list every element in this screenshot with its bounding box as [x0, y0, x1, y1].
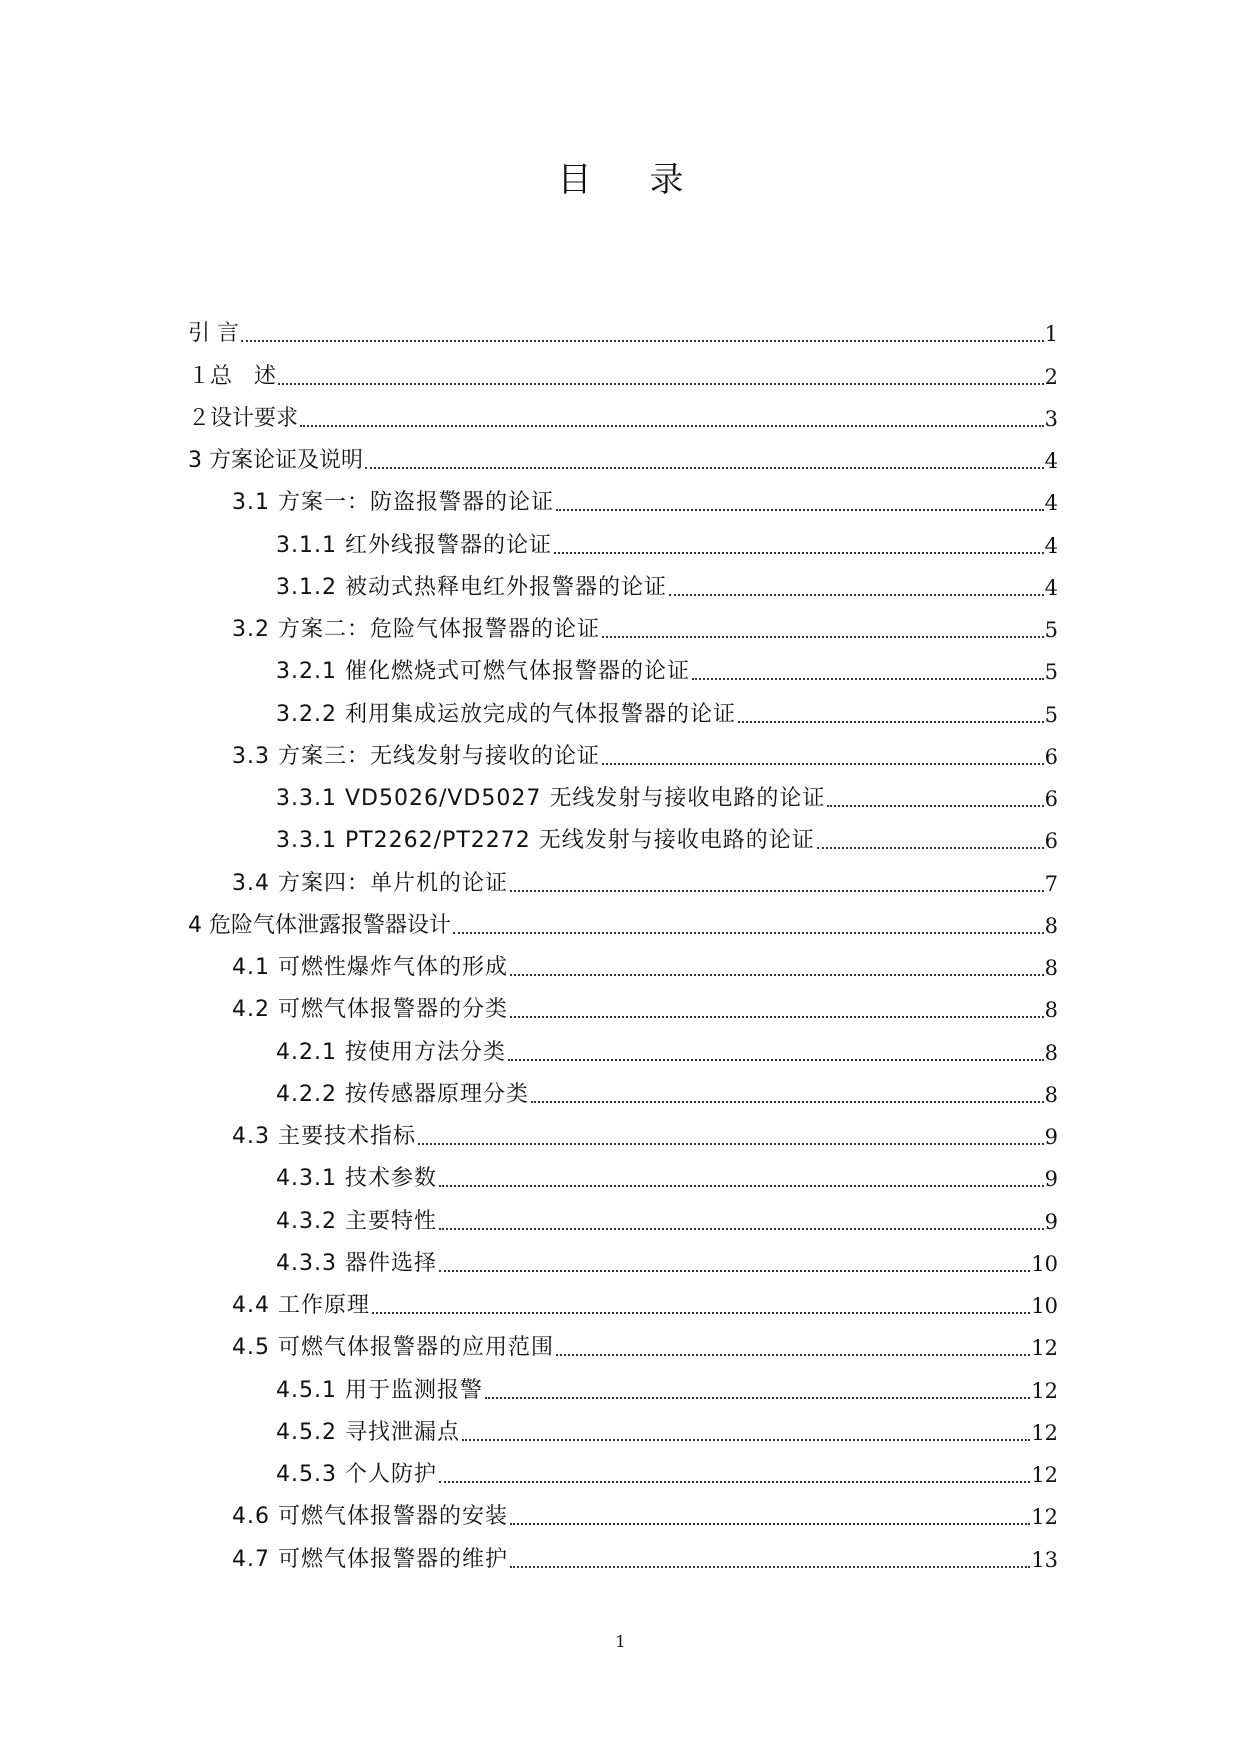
toc-entry-page: 6 — [1044, 744, 1058, 769]
toc-leader-dots — [300, 425, 1044, 427]
toc-entry-page: 12 — [1031, 1463, 1058, 1487]
toc-leader-dots — [485, 1397, 1030, 1399]
toc-entry-page: 4 — [1044, 491, 1058, 516]
toc-entry[interactable] — [188, 685, 1058, 727]
toc-entry-page: 4 — [1044, 575, 1058, 600]
toc-leader-dots — [738, 721, 1044, 723]
toc-entry-label: ２设计要求 — [188, 405, 299, 431]
toc-entry[interactable] — [188, 432, 1058, 474]
toc-entry-label: 引 言 — [188, 321, 239, 347]
toc-entry-label: 3.2 方案二：危险气体报警器的论证 — [232, 617, 600, 642]
toc-entry[interactable] — [188, 1319, 1058, 1361]
toc-entry-page: 10 — [1031, 1251, 1058, 1276]
toc-entry[interactable] — [188, 812, 1058, 854]
toc-entry[interactable] — [188, 854, 1058, 896]
toc-entry-label: 4.3.2 主要特性 — [276, 1208, 437, 1234]
toc-entry-label: 4.5.2 寻找泄漏点 — [276, 1419, 460, 1445]
toc-leader-dots — [453, 932, 1044, 934]
toc-leader-dots — [669, 594, 1044, 596]
toc-entry-page: 9 — [1044, 1167, 1058, 1192]
toc-entry-label: 3 方案论证及说明 — [188, 448, 363, 473]
toc-entry-page: 3 — [1044, 406, 1058, 431]
toc-leader-dots — [531, 1101, 1044, 1103]
toc-entry-label: 4.2.1 按使用方法分类 — [276, 1039, 506, 1065]
toc-entry-page: 12 — [1031, 1378, 1058, 1403]
toc-entry[interactable] — [188, 1108, 1058, 1150]
toc-entry-page: 8 — [1044, 956, 1058, 980]
toc-entry-page: 4 — [1044, 449, 1058, 473]
toc-entry[interactable] — [188, 643, 1058, 685]
toc-entry-page: 13 — [1031, 1547, 1058, 1572]
toc-leader-dots — [241, 340, 1044, 342]
toc-entry-label: 3.2.1 催化燃烧式可燃气体报警器的论证 — [276, 659, 690, 685]
toc-entry-label: 4.7 可燃气体报警器的维护 — [232, 1546, 508, 1572]
toc-entry-label: 4.2 可燃气体报警器的分类 — [232, 997, 508, 1023]
toc-entry[interactable] — [188, 1235, 1058, 1277]
toc-entry-page: 8 — [1044, 1040, 1058, 1065]
toc-entry[interactable] — [188, 1150, 1058, 1192]
toc-entry[interactable] — [188, 770, 1058, 812]
toc-entry-label: 3.2.2 利用集成运放完成的气体报警器的论证 — [276, 701, 736, 727]
toc-entry[interactable] — [188, 474, 1058, 516]
toc-entry[interactable] — [188, 559, 1058, 601]
toc-leader-dots — [508, 1059, 1044, 1061]
toc-entry-page: 5 — [1044, 660, 1058, 685]
toc-entry-label: 4.3 主要技术指标 — [232, 1124, 416, 1149]
toc-leader-dots — [418, 1143, 1044, 1145]
toc-leader-dots — [510, 1566, 1030, 1568]
toc-entry-label: 4.1 可燃性爆炸气体的形成 — [232, 955, 508, 980]
toc-entry[interactable] — [188, 1404, 1058, 1446]
toc-leader-dots — [556, 509, 1044, 511]
toc-entry-page: 5 — [1044, 702, 1058, 727]
toc-leader-dots — [510, 1523, 1030, 1525]
toc-entry-page: 4 — [1044, 533, 1058, 558]
toc-entry[interactable] — [188, 1023, 1058, 1065]
toc-leader-dots — [462, 1439, 1030, 1441]
toc-entry-label: １总 述 — [188, 363, 277, 389]
toc-entry-label: 4.4 工作原理 — [232, 1293, 370, 1318]
toc-entry-label: 3.4 方案四：单片机的论证 — [232, 870, 508, 896]
toc-entry-page: 1 — [1044, 322, 1058, 347]
toc-entry-label: 3.1.1 红外线报警器的论证 — [276, 532, 552, 558]
toc-entry-label: 3.1.2 被动式热释电红外报警器的论证 — [276, 574, 667, 600]
toc-leader-dots — [692, 678, 1044, 680]
toc-entry[interactable] — [188, 981, 1058, 1023]
toc-entry[interactable] — [188, 347, 1058, 389]
toc-entry-page: 2 — [1044, 364, 1058, 389]
table-of-contents — [188, 305, 1058, 1573]
toc-leader-dots — [827, 805, 1043, 807]
toc-entry[interactable] — [188, 939, 1058, 981]
toc-entry[interactable] — [188, 390, 1058, 432]
toc-entry-label: 4.3.3 器件选择 — [276, 1250, 437, 1276]
toc-leader-dots — [556, 1354, 1030, 1356]
toc-entry-page: 10 — [1031, 1294, 1058, 1318]
toc-entry-page: 12 — [1031, 1336, 1058, 1361]
toc-entry[interactable] — [188, 897, 1058, 939]
toc-leader-dots — [439, 1481, 1030, 1483]
page-number: 1 — [615, 1632, 626, 1651]
toc-entry-page: 12 — [1031, 1505, 1058, 1530]
toc-leader-dots — [439, 1228, 1044, 1230]
toc-entry-label: 3.3 方案三：无线发射与接收的论证 — [232, 743, 600, 769]
toc-leader-dots — [602, 763, 1044, 765]
toc-leader-dots — [554, 552, 1044, 554]
toc-leader-dots — [510, 974, 1044, 976]
toc-leader-dots — [439, 1270, 1030, 1272]
toc-entry-page: 9 — [1044, 1125, 1058, 1149]
toc-entry-label: 4.2.2 按传感器原理分类 — [276, 1081, 529, 1107]
toc-entry[interactable] — [188, 1277, 1058, 1319]
toc-entry-page: 6 — [1044, 829, 1058, 854]
toc-entry-page: 8 — [1044, 998, 1058, 1023]
toc-leader-dots — [510, 890, 1044, 892]
toc-entry-page: 5 — [1044, 618, 1058, 642]
toc-entry[interactable] — [188, 516, 1058, 558]
toc-leader-dots — [817, 847, 1044, 849]
toc-leader-dots — [365, 467, 1044, 469]
toc-leader-dots — [278, 383, 1044, 385]
toc-leader-dots — [372, 1312, 1030, 1314]
toc-entry-label: 4.6 可燃气体报警器的安装 — [232, 1504, 508, 1530]
toc-entry-page: 9 — [1044, 1209, 1058, 1234]
toc-entry[interactable] — [188, 1530, 1058, 1572]
toc-entry-page: 8 — [1044, 1082, 1058, 1107]
toc-entry[interactable] — [188, 1361, 1058, 1403]
toc-entry-label: 4.3.1 技术参数 — [276, 1166, 437, 1192]
toc-entry-label: 3.3.1 PT2262/PT2272 无线发射与接收电路的论证 — [276, 828, 815, 854]
toc-entry-label: 4.5 可燃气体报警器的应用范围 — [232, 1335, 554, 1361]
toc-entry-label: 4 危险气体泄露报警器设计 — [188, 912, 451, 938]
toc-entry[interactable] — [188, 1192, 1058, 1234]
toc-leader-dots — [439, 1185, 1044, 1187]
toc-entry-page: 12 — [1031, 1420, 1058, 1445]
toc-entry-label: 4.5.3 个人防护 — [276, 1462, 437, 1487]
toc-entry-label: 4.5.1 用于监测报警 — [276, 1377, 483, 1403]
toc-entry-page: 6 — [1044, 787, 1058, 811]
toc-entry-label: 3.3.1 VD5026/VD5027 无线发射与接收电路的论证 — [276, 786, 826, 811]
toc-entry[interactable] — [188, 1446, 1058, 1488]
toc-entry-page: 7 — [1044, 871, 1058, 896]
toc-leader-dots — [602, 636, 1044, 638]
toc-entry[interactable] — [188, 1066, 1058, 1108]
toc-entry[interactable] — [188, 728, 1058, 770]
toc-entry[interactable] — [188, 305, 1058, 347]
toc-entry[interactable] — [188, 601, 1058, 643]
toc-entry-label: 3.1 方案一：防盗报警器的论证 — [232, 490, 554, 516]
toc-entry-page: 8 — [1044, 913, 1058, 938]
toc-leader-dots — [510, 1016, 1044, 1018]
page-title: 目录 — [557, 160, 742, 200]
toc-entry[interactable] — [188, 1488, 1058, 1530]
